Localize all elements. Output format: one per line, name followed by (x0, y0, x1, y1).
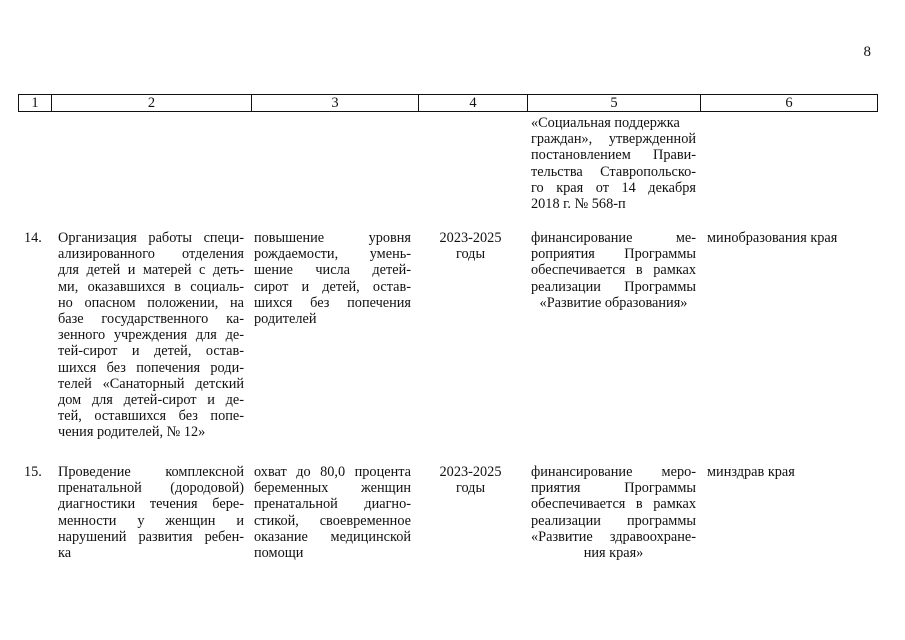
result-line: рождаемости, умень- (254, 246, 411, 263)
measure-line: Проведение комплексной (58, 464, 244, 480)
measure-line: ализированного отделения (58, 246, 244, 263)
measure-line: зенного учреждения для де- (58, 327, 244, 344)
result-line: помощи (254, 545, 304, 562)
financing-line: роприятия Программы (531, 246, 696, 263)
measure-line: ми, оказавшихся в социаль- (58, 278, 244, 295)
measure-line: базе государственного ка- (58, 311, 244, 328)
measure-cell (58, 230, 244, 441)
result-line: беременных женщин (254, 480, 411, 497)
result-line: шение числа детей- (254, 262, 411, 279)
continuation-line: постановлением Прави- (531, 147, 696, 164)
row-number: 14. (24, 230, 42, 246)
executor-cell: минздрав края (707, 464, 795, 480)
financing-cell (531, 464, 696, 561)
period-line: годы (455, 246, 486, 263)
continuation-line: «Социальная поддержка (531, 115, 680, 131)
result-line: шихся без попечения (254, 294, 411, 311)
measure-line: ка (58, 545, 72, 562)
financing-line: «Развитие образования» (539, 294, 688, 311)
financing-line: финансирование меро- (531, 464, 696, 480)
measure-line: шихся без попечения роди- (58, 359, 244, 376)
measure-line: пренатальной (дородовой) (58, 480, 244, 497)
continuation-line: тельства Ставропольско- (531, 163, 696, 180)
financing-line: приятия Программы (531, 480, 696, 497)
financing-line: обеспечивается в рамках (531, 262, 696, 279)
result-cell (254, 464, 411, 561)
result-line: охват до 80,0 процента (254, 464, 411, 480)
column-number-2: 2 (52, 95, 252, 112)
result-cell (254, 230, 411, 327)
measure-line: нарушений развития ребен- (58, 528, 244, 545)
measure-line: для детей и матерей с деть- (58, 262, 244, 279)
measure-line: диагностики течения бере- (58, 496, 244, 513)
result-line: оказание медицинской (254, 528, 411, 545)
column-number-5: 5 (528, 95, 701, 112)
period-cell (420, 464, 521, 496)
financing-cell (531, 230, 696, 311)
result-line: пренатальной диагно- (254, 496, 411, 513)
period-line: годы (455, 480, 486, 497)
measure-line: дом для детей-сирот и де- (58, 392, 244, 409)
executor-cell: минобразования края (707, 230, 838, 246)
measure-line: Организация работы специ- (58, 230, 244, 246)
measure-line: чения родителей, № 12» (58, 424, 206, 441)
continuation-line: граждан», утвержденной (531, 131, 696, 148)
continuation-line: 2018 г. № 568-п (531, 196, 626, 213)
measure-line: но опасном положении, на (58, 294, 244, 311)
measure-line: телей «Санаторный детский (58, 375, 244, 392)
measure-line: менности у женщин и (58, 512, 244, 529)
financing-line: реализации программы (531, 512, 696, 529)
financing-line: ния края» (583, 545, 644, 562)
period-line: 2023-2025 (439, 230, 502, 246)
measure-line: тей, оставшихся без попе- (58, 408, 244, 425)
financing-line: «Развитие здравоохране- (531, 528, 696, 545)
row-number: 15. (24, 464, 42, 480)
continuation-line: го края от 14 декабря (531, 179, 696, 196)
column-number-1: 1 (19, 95, 52, 112)
page-number: 8 (863, 44, 871, 60)
table-header-row (18, 94, 878, 112)
result-line: стикой, своевременное (254, 512, 411, 529)
period-cell (420, 230, 521, 262)
measure-line: тей-сирот и детей, остав- (58, 343, 244, 360)
column-number-6: 6 (701, 95, 878, 112)
financing-line: обеспечивается в рамках (531, 496, 696, 513)
continuation-cell (531, 115, 696, 212)
column-number-3: 3 (252, 95, 419, 112)
financing-line: финансирование ме- (531, 230, 696, 246)
measure-cell (58, 464, 244, 561)
result-line: родителей (254, 311, 317, 328)
result-line: повышение уровня (254, 230, 411, 246)
period-line: 2023-2025 (439, 464, 502, 480)
result-line: сирот и детей, остав- (254, 278, 411, 295)
column-number-4: 4 (419, 95, 528, 112)
financing-line: реализации Программы (531, 278, 696, 295)
